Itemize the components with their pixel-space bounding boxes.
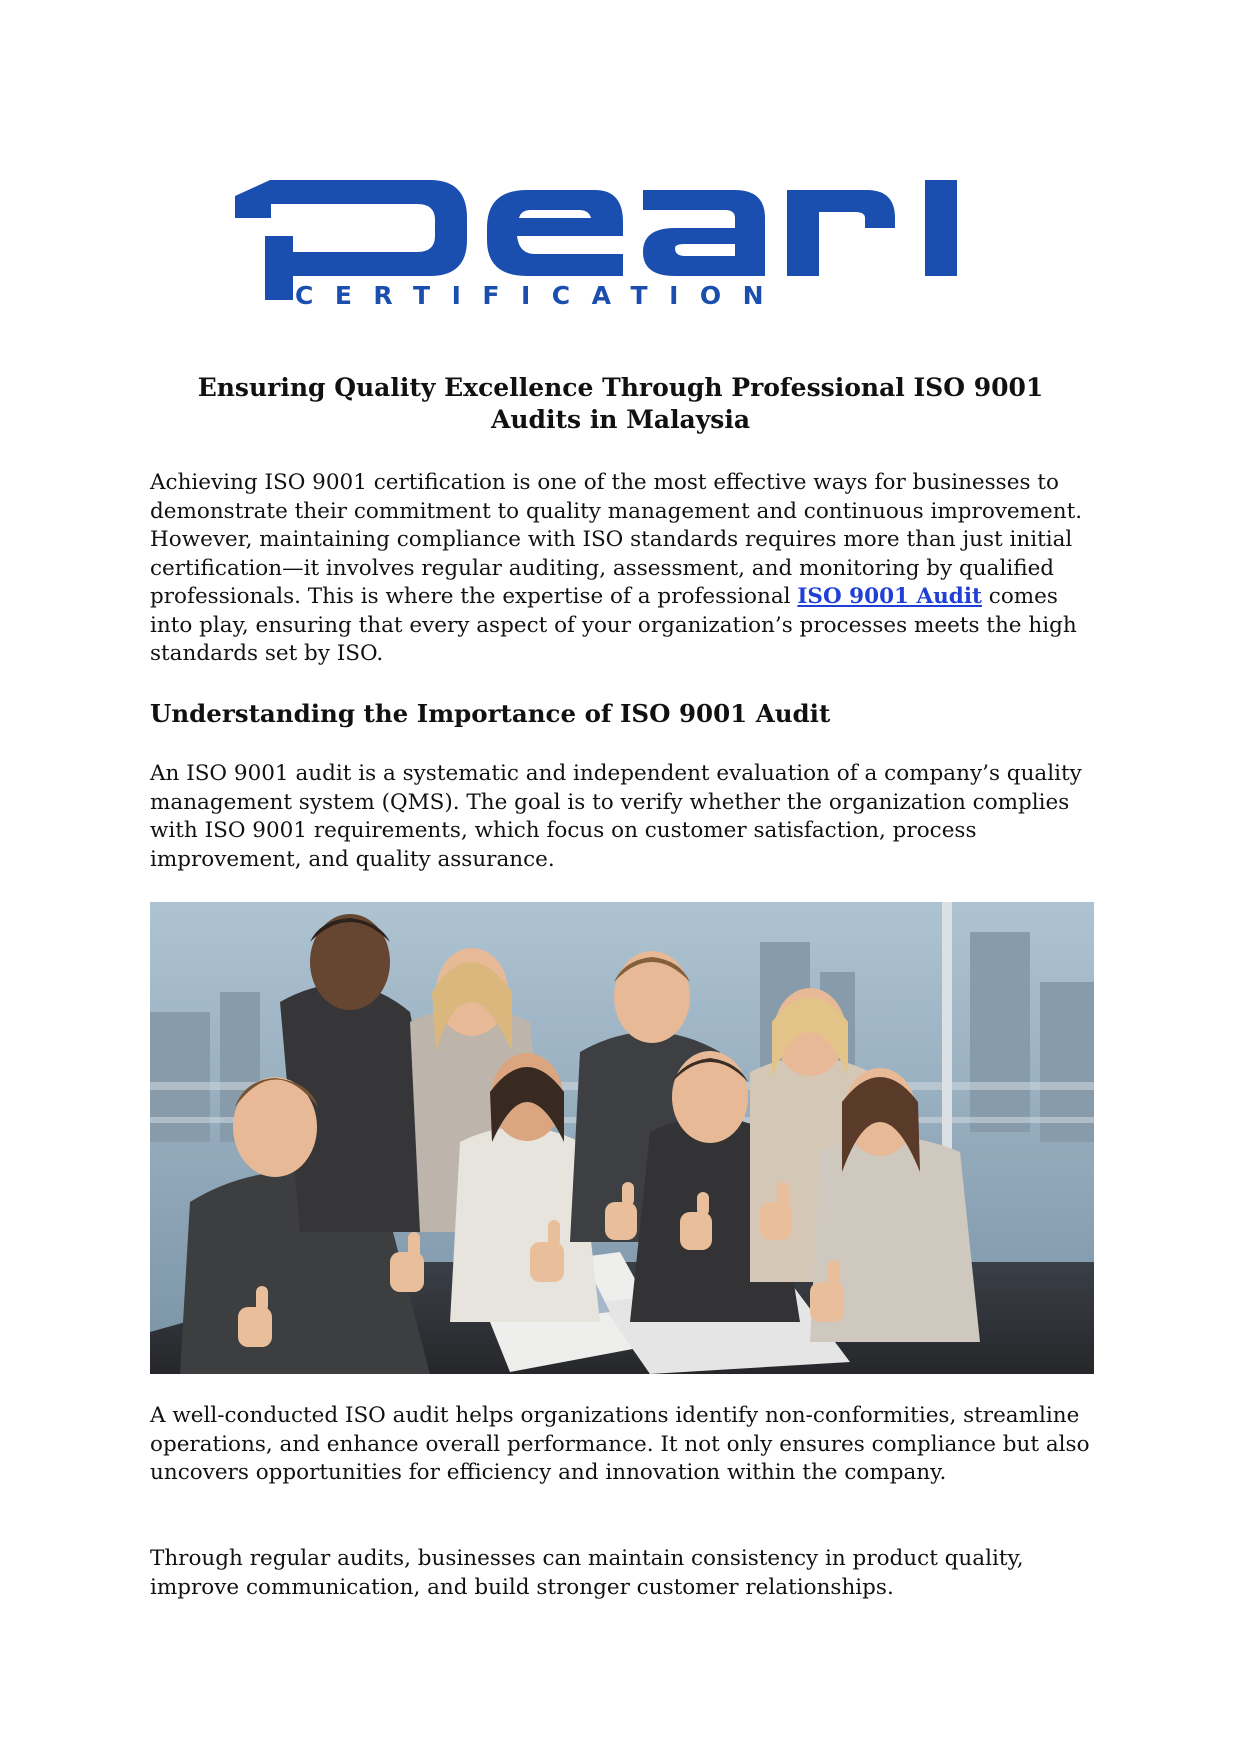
iso-9001-audit-link[interactable]: ISO 9001 Audit — [797, 584, 982, 609]
intro-text-before-link: Achieving ISO 9001 certification is one of the most effective ways for businesses to demonstrate their commitment to quality management and continuous improvement. However, maintaining compliance with ISO standards requires more than just initial certification—it involves regular auditing, assessment, and monitoring by qualified professionals. This is where the expertise of a professional — [150, 470, 1083, 609]
team-thumbs-up-photo — [150, 902, 1094, 1374]
intro-text-after-link: comes into play, ensuring that every aspect of your organization’s processes meets the high standards set by ISO. — [150, 584, 1077, 666]
paragraph-after-image-1: A well-conducted ISO audit helps organizations identify non-conformities, streamline operations, and enhance overall performance. It not only ensures compliance but also uncovers opportunities for efficiency and innovation within the company. — [150, 1403, 1090, 1485]
logo-graphic — [235, 178, 1015, 328]
intro-paragraph — [150, 469, 1100, 669]
logo-subtitle: CERTIFICATION — [295, 281, 786, 310]
photo-illustration — [150, 902, 1094, 1374]
pearl-certification-logo — [235, 178, 1015, 328]
section-paragraph: An ISO 9001 audit is a systematic and independent evaluation of a company’s quality management system (QMS). The goal is to verify whether the organization complies with ISO 9001 requirements, which focus on customer satisfaction, process improvement, and quality assurance. — [150, 761, 1082, 872]
page-title: Ensuring Quality Excellence Through Professional ISO 9001 Audits in Malaysia — [197, 373, 1044, 434]
section-heading: Understanding the Importance of ISO 9001 Audit — [150, 699, 831, 728]
paragraph-after-image-2: Through regular audits, businesses can maintain consistency in product quality, improve communication, and build stronger customer relationships. — [150, 1546, 1024, 1600]
